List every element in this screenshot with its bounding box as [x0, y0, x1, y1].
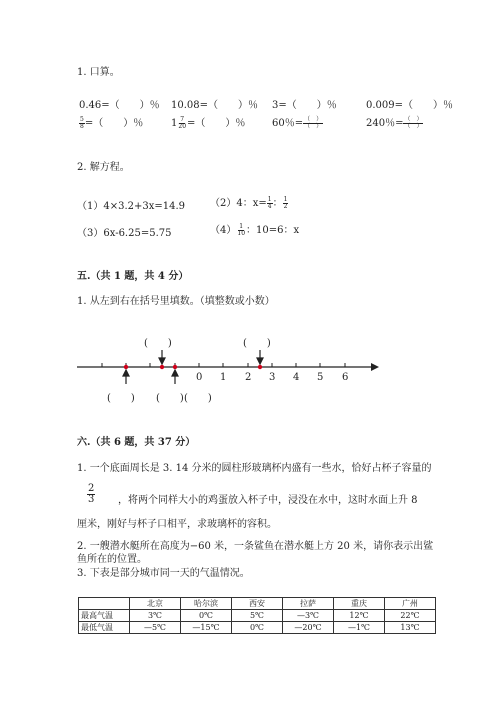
table-header-row: [79, 598, 436, 610]
arrow-head-icon: [371, 363, 379, 371]
table-cell: 13℃: [385, 622, 436, 634]
section-5-q1: 1. 从左到右在括号里填数。（填整数或小数）: [77, 296, 275, 307]
table-cell: [79, 598, 130, 610]
tick-label: 4: [293, 372, 300, 383]
section-6-q2-line2: 鱼所在的位置。: [77, 554, 147, 565]
q1-item: 60％= $\frac{( )}{( )}$: [272, 116, 323, 130]
q1-item: $\frac{5}{8}$ =（ ）％: [80, 116, 144, 130]
fraction: $\frac{5}{8}$: [80, 116, 84, 130]
q1-title: 1. 口算。: [77, 67, 120, 78]
q1-item: 10.08=（ ）％: [171, 100, 259, 111]
table-cell: 22℃: [385, 610, 436, 622]
red-dot: [160, 365, 164, 369]
tick-label: 0: [196, 372, 203, 383]
table-row-label: 最低气温: [79, 622, 130, 634]
table-cell: —5℃: [130, 622, 181, 634]
section-6-q1-line2: ，将两个同样大小的鸡蛋放入杯子中，浸没在水中，这时水面上升 8: [118, 495, 418, 506]
weather-table: [78, 597, 436, 634]
blank-paren: ( ): [184, 393, 212, 404]
fraction: $\frac{1}{2}$: [283, 196, 288, 210]
fraction: $\frac{( )}{( )}$: [404, 116, 423, 130]
fraction: $\frac{1}{4}$: [267, 196, 272, 210]
table-cell: —20℃: [283, 622, 334, 634]
table-cell: —1℃: [334, 622, 385, 634]
q1-item: 240％= $\frac{( )}{( )}$: [366, 116, 423, 130]
table-cell: 12℃: [334, 610, 385, 622]
section-6-q3: 3. 下表是部分城市同一天的气温情况。: [77, 568, 250, 579]
section-6-q2-line1: 2. 一艘潜水艇所在高度为−60 米，一条鲨鱼在潜水艇上方 20 米，请你表示出鲨: [77, 541, 434, 552]
section-6-title: 六.（共 6 题，共 37 分）: [77, 437, 196, 448]
q1-item: 0.009=（ ）％: [366, 100, 454, 111]
table-header-cell: 西安: [232, 598, 283, 610]
section-6-q1-line3: 厘米，刚好与杯子口相平，求玻璃杯的容积。: [77, 519, 277, 530]
arrow-head-icon: [159, 358, 165, 364]
q1-item: 1 $\frac{7}{20}$ =（ ）％: [171, 116, 246, 130]
tick-label: 5: [317, 372, 324, 383]
red-dot: [173, 365, 177, 369]
fraction-two-thirds: $\frac{2}{3}$: [88, 483, 95, 505]
table-cell: 3℃: [130, 610, 181, 622]
equation-2: （2）4：x= $\frac{1}{4}$ ： $\frac{1}{2}$: [210, 196, 288, 210]
red-dot: [258, 365, 262, 369]
blank-paren: ( ): [156, 393, 184, 404]
table-cell: 0℃: [181, 610, 232, 622]
table-cell: —3℃: [283, 610, 334, 622]
table-cell: —15℃: [181, 622, 232, 634]
red-dot: [124, 365, 128, 369]
equation-3: （3）6x-6.25=5.75: [77, 228, 172, 239]
tick-label: 3: [269, 372, 276, 383]
table-cell: 0℃: [232, 622, 283, 634]
equation-4: （4） $\frac{1}{10}$ ：10=6：x: [210, 223, 300, 237]
tick-label: 2: [245, 372, 252, 383]
tick-label: 6: [342, 372, 349, 383]
tick-label: 1: [220, 372, 227, 383]
q1-item: 3=（ ）％: [272, 100, 337, 111]
fraction: $\frac{7}{20}$: [178, 116, 187, 130]
table-row-label: 最高气温: [79, 610, 130, 622]
table-cell: 5℃: [232, 610, 283, 622]
blank-paren: ( ): [107, 393, 135, 404]
table-header-cell: 拉萨: [283, 598, 334, 610]
blank-paren: ( ): [243, 338, 271, 349]
arrow-head-icon: [257, 358, 263, 364]
blank-paren: ( ): [144, 338, 172, 349]
arrow-head-icon: [123, 370, 129, 376]
section-6-q1-line1: 1. 一个底面周长是 3. 14 分米的圆柱形玻璃杯内盛有一些水，恰好占杯子容量的: [77, 463, 432, 474]
q2-title: 2. 解方程。: [77, 162, 130, 173]
equation-1: （1）4×3.2+3x=14.9: [77, 201, 186, 212]
table-header-cell: 重庆: [334, 598, 385, 610]
table-row: [79, 610, 436, 622]
table-row: [79, 622, 436, 634]
section-5-title: 五.（共 1 题，共 4 分）: [77, 271, 189, 282]
table-header-cell: 广州: [385, 598, 436, 610]
table-header-cell: 哈尔滨: [181, 598, 232, 610]
arrow-head-icon: [172, 370, 178, 376]
fraction: $\frac{( )}{( )}$: [304, 116, 323, 130]
q1-item: 0.46=（ ）％: [79, 100, 160, 111]
table-header-cell: 北京: [130, 598, 181, 610]
fraction: $\frac{1}{10}$: [237, 223, 246, 237]
